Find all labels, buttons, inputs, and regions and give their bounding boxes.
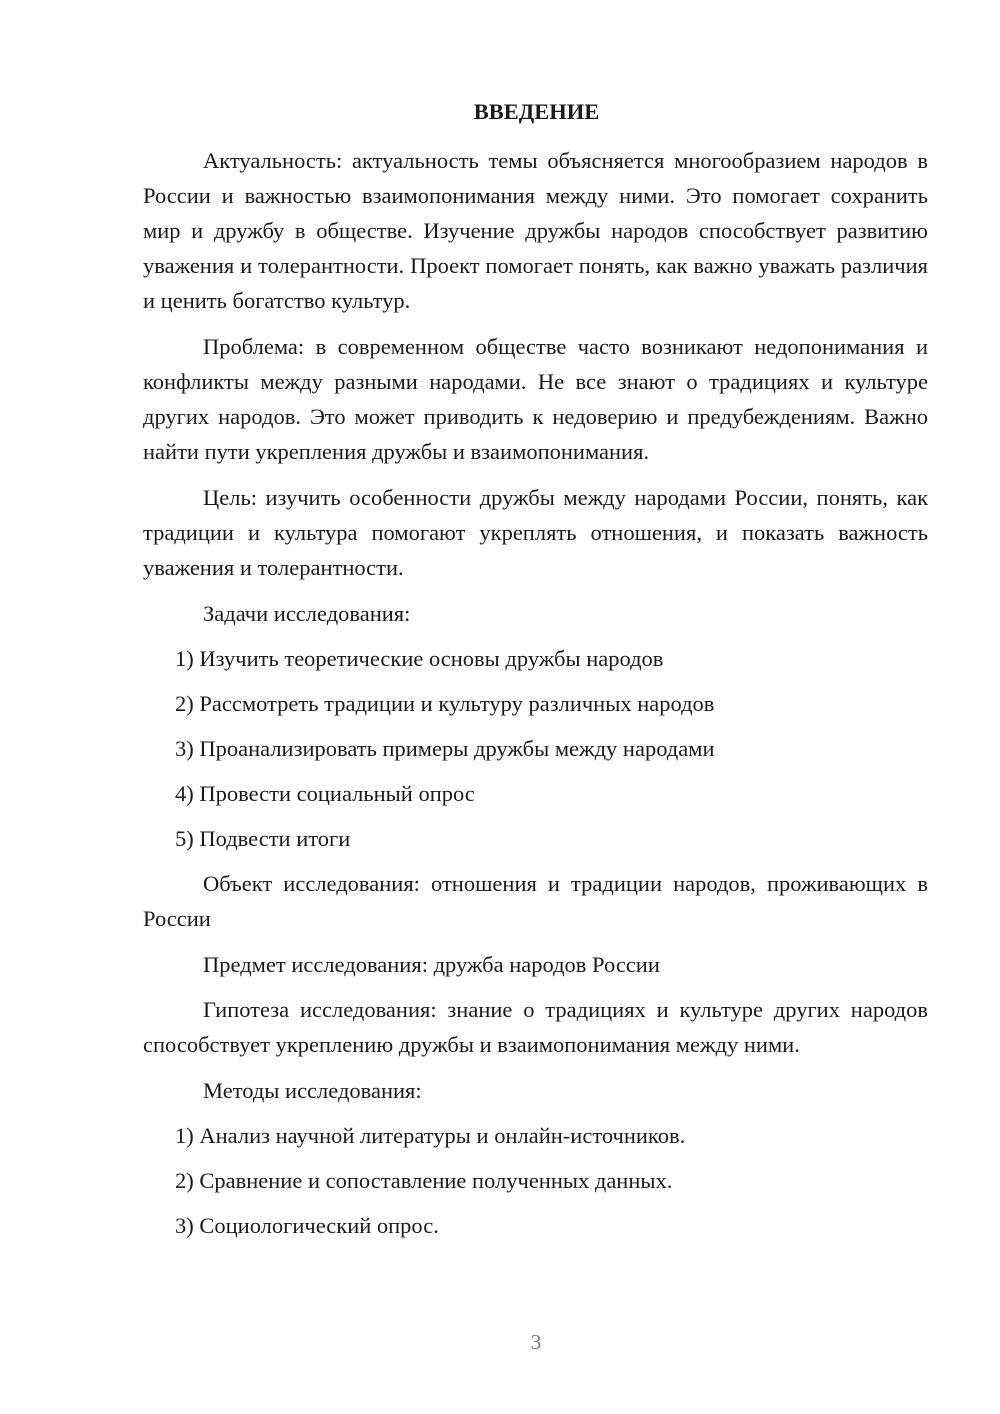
page-number: 3 xyxy=(530,1330,542,1354)
list-item: 1) Анализ научной литературы и онлайн-источников. xyxy=(175,1123,686,1148)
tasks-list xyxy=(143,641,928,856)
relevance-paragraph: Актуальность: актуальность темы объясняется многообразием народов в России и важностью взаимопонимания между ними. Это помогает сохранить мир и дружбу в обществе. Изучение дружбы народов способствует развитию уважения и толерантности. Проект помогает понять, как важно уважать различия и ценить богатство культур. xyxy=(143,148,928,313)
list-item: 2) Рассмотреть традиции и культуру различных народов xyxy=(175,691,715,716)
list-item: 1) Изучить теоретические основы дружбы народов xyxy=(175,646,664,671)
list-item: 3) Социологический опрос. xyxy=(175,1213,439,1238)
list-item: 2) Сравнение и сопоставление полученных данных. xyxy=(175,1168,673,1193)
subject-paragraph: Предмет исследования: дружба народов России xyxy=(203,952,660,977)
tasks-label: Задачи исследования: xyxy=(203,601,411,626)
methods-list xyxy=(143,1118,928,1243)
list-item: 5) Подвести итоги xyxy=(175,826,351,851)
list-item: 4) Провести социальный опрос xyxy=(175,781,475,806)
document-page xyxy=(143,94,928,1253)
hypothesis-paragraph: Гипотеза исследования: знание о традициях и культуре других народов способствует укреплению дружбы и взаимопонимания между ними. xyxy=(143,997,928,1057)
problem-paragraph: Проблема: в современном обществе часто возникают недопонимания и конфликты между разными народами. Не все знают о традициях и культуре других народов. Это может приводить к недоверию и предубеждениям. Важно найти пути укрепления дружбы и взаимопонимания. xyxy=(143,334,928,464)
goal-paragraph: Цель: изучить особенности дружбы между народами России, понять, как традиции и культура помогают укреплять отношения, и показать важность уважения и толерантности. xyxy=(143,485,928,580)
list-item: 3) Проанализировать примеры дружбы между народами xyxy=(175,736,715,761)
page-title: ВВЕДЕНИЕ xyxy=(473,99,600,124)
object-paragraph: Объект исследования: отношения и традиции народов, проживающих в России xyxy=(143,871,928,931)
methods-label: Методы исследования: xyxy=(203,1078,422,1103)
